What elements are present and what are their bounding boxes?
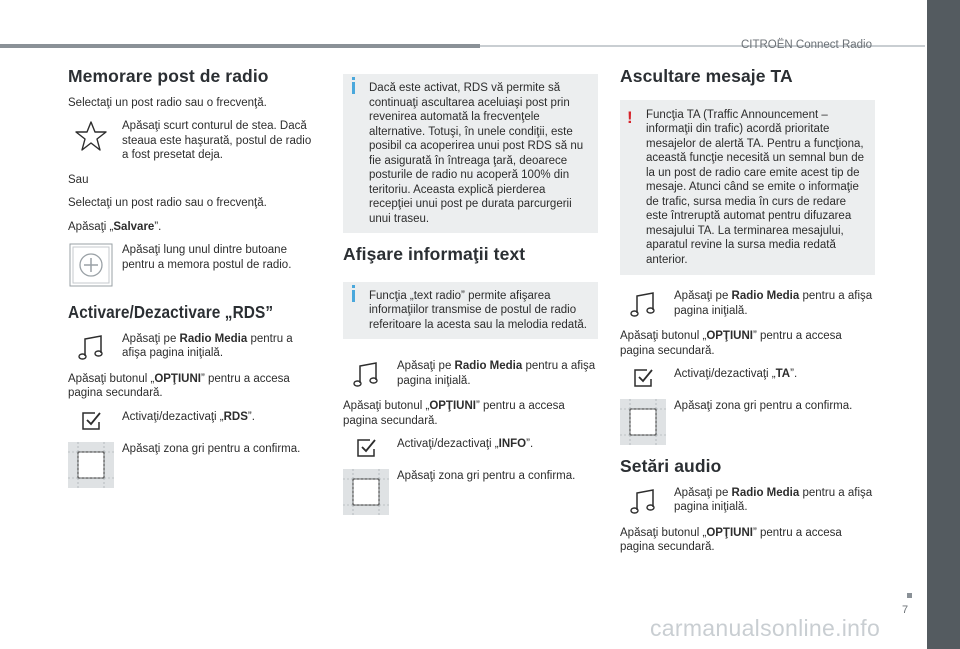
brand-title: CITROËN Connect Radio xyxy=(740,39,872,51)
info-box-text xyxy=(343,282,598,340)
paragraph: Apăsaţi butonul „OPŢIUNI” pentru a accesa pagina secundară. xyxy=(343,400,565,427)
paragraph: Apăsaţi „Salvare”. xyxy=(68,220,162,233)
grey-zone-icon xyxy=(343,469,389,515)
step-grey xyxy=(68,442,318,488)
paragraph: Sau xyxy=(68,173,89,186)
section-title-audio: Setări audio xyxy=(620,456,722,476)
paragraph: Selectaţi un post radio sau o frecvenţă. xyxy=(68,197,267,209)
paragraph: Apăsaţi butonul „OPŢIUNI” pentru a accesa pagina secundară. xyxy=(620,330,842,357)
info-icon xyxy=(352,290,355,302)
step-text: Apăsaţi zona gri pentru a confirma. xyxy=(674,400,853,412)
page-number: 7 xyxy=(902,604,909,616)
step-grey xyxy=(620,399,875,445)
step-grey xyxy=(343,469,598,515)
section-title-ta: Ascultare mesaje TA xyxy=(620,66,793,86)
grey-zone-icon xyxy=(68,442,114,488)
step-music xyxy=(620,289,875,319)
star-icon xyxy=(68,119,114,153)
section-title-rds: Activare/Dezactivare „RDS” xyxy=(68,302,274,322)
step-check xyxy=(343,437,598,459)
step-music xyxy=(620,486,875,516)
step-check xyxy=(620,367,875,389)
step-text: Apăsaţi pe Radio Media pentru a afişa pagina iniţială. xyxy=(674,290,873,317)
music-note-icon xyxy=(343,359,389,389)
step-text: Apăsaţi pe Radio Media pentru a afişa pagina iniţială. xyxy=(397,360,596,387)
warning-icon: ! xyxy=(627,107,633,127)
column-2 xyxy=(343,74,598,525)
watermark: carmanualsonline.info xyxy=(650,615,881,641)
music-note-icon xyxy=(620,289,666,319)
info-text: Dacă este activat, RDS vă permite să continuaţi ascultarea aceluiaşi post prin revenirea automată la frecvenţele alternative. Totuşi, în unele condiţii, este posibil ca acoperirea unui post RDS să nu fie asigurată în întreaga ţară, deoarece posturile de radio nu acoperă 100% din teritoriu. Aceasta explică pierderea recepţiei unui post pe durata parcurgerii unui traseu. xyxy=(369,82,584,225)
page-marker xyxy=(907,593,912,598)
step-music xyxy=(68,332,318,362)
info-text: Funcţia „text radio” permite afişarea informaţiilor transmise de postul de radio referitoare la acesta sau la melodia redată. xyxy=(369,289,587,331)
step-text: Apăsaţi pe Radio Media pentru a afişa pagina iniţială. xyxy=(122,332,293,359)
column-1 xyxy=(68,62,318,498)
header-rule xyxy=(0,44,480,48)
grey-zone-icon xyxy=(620,399,666,445)
step-plus xyxy=(68,243,318,287)
section-title-memorare: Memorare post de radio xyxy=(68,66,269,86)
section-title-text-info: Afişare informaţii text xyxy=(343,244,526,264)
step-text: Apăsaţi scurt conturul de stea. Dacă steaua este haşurată, postul de radio a fost presetat deja. xyxy=(122,120,312,161)
step-text: Apăsaţi zona gri pentru a confirma. xyxy=(397,470,576,482)
warning-box-ta xyxy=(620,100,875,276)
page-edge-bar xyxy=(927,0,960,649)
warning-text: Funcţia TA (Traffic Announcement – informaţii din trafic) acordă prioritate mesajelor de alertă TA. Pentru a funcţiona, această funcţie necesită un semnal bun de la un post de radio care emite acest tip de mesaje. Atunci când se emite o informaţie de trafic, sursa media în curs de redare este întreruptă automat pentru difuzarea mesajului TA. La terminarea mesajului, aparatul revine la sursa media redată anterior. xyxy=(646,108,865,266)
info-icon xyxy=(352,82,355,94)
paragraph: Apăsaţi butonul „OPŢIUNI” pentru a accesa pagina secundară. xyxy=(620,526,842,553)
column-3 xyxy=(620,62,875,564)
step-text: Apăsaţi pe Radio Media pentru a afişa pagina iniţială. xyxy=(674,486,873,513)
paragraph: Apăsaţi butonul „OPŢIUNI” pentru a accesa pagina secundară. xyxy=(68,372,290,399)
music-note-icon xyxy=(620,486,666,516)
checkbox-icon xyxy=(343,437,389,459)
step-star xyxy=(68,119,318,163)
info-box-rds xyxy=(343,74,598,233)
step-check xyxy=(68,410,318,432)
step-text: Activaţi/dezactivaţi „TA”. xyxy=(674,368,798,380)
paragraph: Selectaţi un post radio sau o frecvenţă. xyxy=(68,96,267,109)
music-note-icon xyxy=(68,332,114,362)
step-text: Apăsaţi zona gri pentru a confirma. xyxy=(122,442,301,455)
step-music xyxy=(343,359,598,389)
checkbox-icon xyxy=(620,367,666,389)
step-text: Apăsaţi lung unul dintre butoane pentru a memora postul de radio. xyxy=(122,244,292,271)
step-text: Activaţi/dezactivaţi „RDS”. xyxy=(122,410,255,423)
checkbox-icon xyxy=(68,410,114,432)
plus-button-icon xyxy=(68,243,114,287)
step-text: Activaţi/dezactivaţi „INFO”. xyxy=(397,438,534,450)
